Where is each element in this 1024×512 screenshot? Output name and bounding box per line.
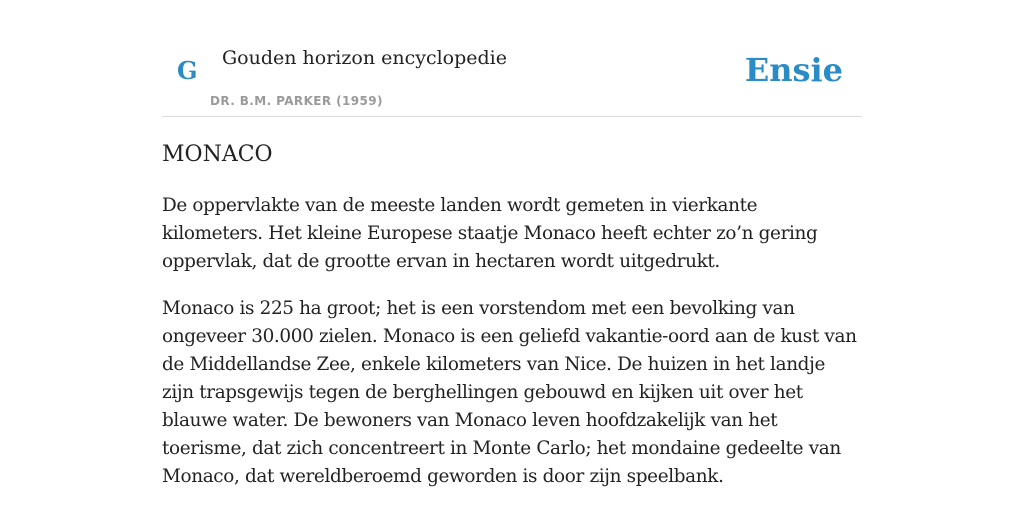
entry-content (162, 139, 862, 491)
header (162, 0, 862, 117)
book-logo[interactable]: G (177, 56, 198, 85)
entry-paragraph-2: Monaco is 225 ha groot; het is een vorstendom met een bevolking van ongeveer 30.000 zielen. Monaco is een geliefd vakantie-oord aan de kust van de Middellandse Zee, enkele kilometers van Nice. De huizen in het landje zijn trapsgewijs tegen de berghellingen gebouwd en kijken uit over het blauwe water. De bewoners van Monaco leven hoofdzakelijk van het toerisme, dat zich concentreert in Monte Carlo; het mondaine gedeelte van Monaco, dat wereldberoemd geworden is door zijn speelbank. (162, 298, 857, 487)
author-label: DR. B.M. PARKER (1959) (210, 94, 383, 108)
ensie-logo[interactable]: Ensie (744, 51, 843, 89)
book-title-link[interactable]: Gouden horizon encyclopedie (222, 47, 507, 69)
entry-title: MONACO (162, 142, 273, 167)
entry-paragraph-1: De oppervlakte van de meeste landen wordt gemeten in vierkante kilometers. Het kleine Europese staatje Monaco heeft echter zo’n gering oppervlak, dat de grootte ervan in hectaren wordt uitgedrukt. (162, 195, 818, 272)
